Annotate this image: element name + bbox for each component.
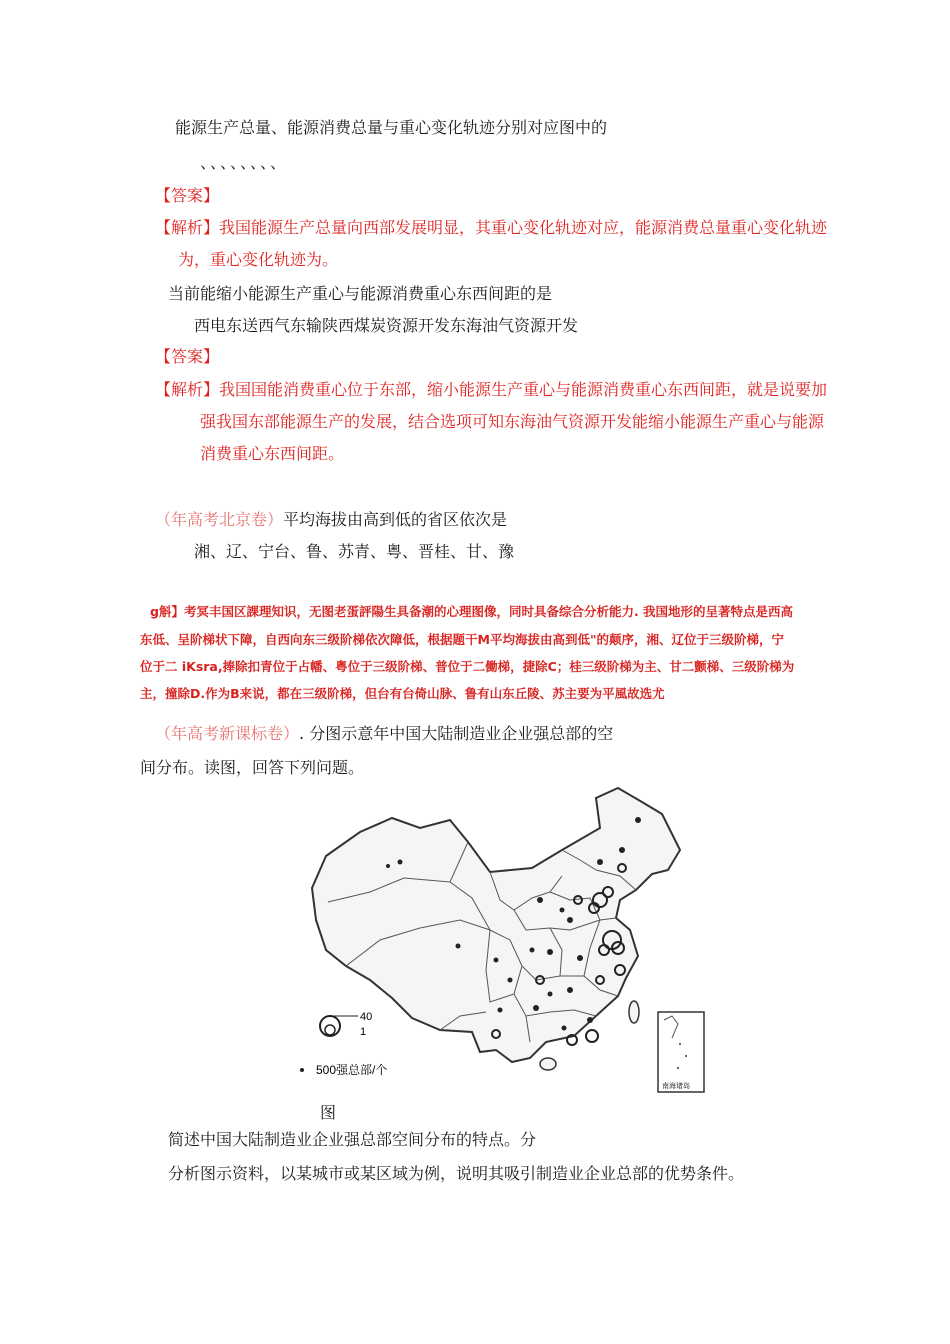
legend-1: 1 — [360, 1026, 367, 1038]
q3-analysis-3: 位于二 iKsra,捧除扣青位于占幡、粤位于三级阶梯、普位于二働梯，捷除C；桂三级阶梯为主、甘二颤梯、三级阶梯为 — [140, 659, 795, 674]
q2-analysis — [155, 380, 827, 400]
taiwan-island — [629, 1001, 639, 1023]
q2-analysis-text-3: 消费重心东西间距。 — [200, 444, 345, 463]
q2-analysis-text-2: 强我国东部能源生产的发展，结合选项可知东海油气资源开发能缩小能源生产重心与能源 — [200, 412, 825, 431]
figure-caption: 图 — [320, 1103, 337, 1122]
q4-stem-1: . 分图示意年中国大陆制造业企业强总部的空 — [299, 724, 614, 743]
q2-options: 西电东送西气东输陕西煤炭资源开发东海油气资源开发 — [194, 316, 579, 335]
q2-stem: 当前能缩小能源生产重心与能源消费重心东西间距的是 — [168, 284, 553, 303]
q1-stem: 能源生产总量、能源消费总量与重心变化轨迹分别对应图中的 — [175, 118, 608, 137]
legend-large-circle — [320, 1016, 340, 1036]
q4-stem-2: 间分布。读图，回答下列问题。 — [140, 758, 365, 777]
q3-stem: 平均海拔由高到低的省区依次是 — [283, 510, 508, 529]
q4-sub2: 分析图示资料，以某城市或某区域为例，说明其吸引制造业企业总部的优势条件。 — [168, 1164, 745, 1183]
q2-analysis-tag: 【解析】 — [155, 380, 220, 399]
q2-answer-tag: 【答案】 — [155, 347, 220, 366]
q3-analysis-4: 主，撞除D.作为B来说，都在三级阶梯，但台有台倚山脉、鲁有山东丘陵、苏主要为平風故选尤 — [140, 686, 665, 701]
q4-source: （年高考新课标卷） — [155, 724, 300, 743]
q1-blanks: 、、、、、、、、 — [200, 153, 289, 172]
q3-options: 湘、辽、宁台、鲁、苏青、粤、晋桂、甘、豫 — [194, 542, 515, 561]
q4-stem-line — [155, 724, 613, 744]
legend-40: 40 — [360, 1011, 373, 1023]
inset-label: 南海诸岛 — [662, 1083, 690, 1090]
q1-analysis-text-2: 为，重心变化轨迹为。 — [178, 250, 339, 269]
q2-analysis-text-1: 我国国能消费重心位于东部，缩小能源生产重心与能源消费重心东西间距，就是说要加 — [219, 380, 828, 399]
q1-analysis-tag: 【解析】 — [155, 218, 220, 237]
map-legend — [300, 1011, 387, 1077]
china-hq-map — [300, 780, 718, 1098]
q4-sub1: 简述中国大陆制造业企业强总部空间分布的特点。分 — [168, 1130, 537, 1149]
q3-source: （年高考北京卷） — [155, 510, 284, 529]
q1-analysis-text-1: 我国能源生产总量向西部发展明显，其重心变化轨迹对应，能源消费总量重心变化轨迹 — [219, 218, 828, 237]
legend-label: 500强总部/个 — [316, 1063, 388, 1077]
q1-analysis — [155, 218, 827, 238]
south-china-sea-inset — [658, 1012, 704, 1092]
hainan-island — [540, 1058, 556, 1070]
q3-analysis-1: g斛】考冥丰国区課理知识，无图老蛋評陽生具备潮的心理图像，同时具备综合分析能力. 我国地形的呈著特点是西高 — [150, 604, 794, 619]
legend-small-circle — [325, 1025, 335, 1035]
q1-answer-tag: 【答案】 — [155, 186, 220, 205]
q3-stem-line — [155, 510, 507, 530]
legend-dot — [300, 1068, 304, 1072]
q3-analysis-2: 东低、呈阶梯状下障，自西向东三级阶梯依次障低，根据题干M平均海拔由高到低"的颠序，湘、辽位于三级阶梯，宁 — [140, 632, 784, 647]
